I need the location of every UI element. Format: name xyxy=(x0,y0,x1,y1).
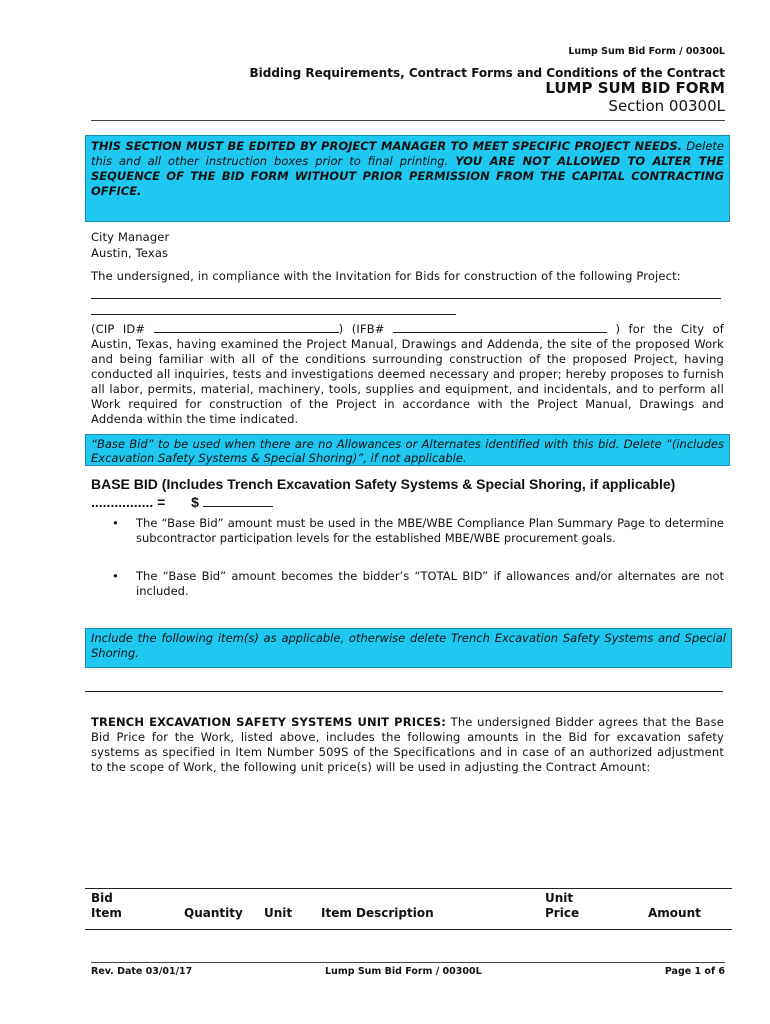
base-bid-note-2: The “Base Bid” amount becomes the bidder’s “TOTAL BID” if allowances and/or alternates are not included. xyxy=(136,569,724,598)
cip-id-blank[interactable] xyxy=(154,321,339,333)
trench-body: The undersigned Bidder agrees that the Base Bid Price for the Work, listed above, includes the following amounts in the Bid for excavation safety systems as specified in Item Number 509S of the Specifications and in case of an authorized adjustment to the scope of Work, the following unit price(s) will be used in adjusting the Contract Amount: xyxy=(91,715,724,774)
table-top-rule xyxy=(85,888,732,889)
instruction-box-trench: Include the following item(s) as applicable, otherwise delete Trench Excavation Safety Systems and Special Shoring. xyxy=(85,628,732,668)
project-name-blank-1[interactable] xyxy=(91,298,721,299)
instruction-box-base-bid: “Base Bid” to be used when there are no Allowances or Alternates identified with this bid. Delete “(includes Excavation Safety Systems & Special Shoring)”, if not applicable. xyxy=(85,434,730,466)
footer-revision-date: Rev. Date 03/01/17 xyxy=(91,966,193,977)
header-rule xyxy=(91,120,725,121)
document-subtitle: Bidding Requirements, Contract Forms and Conditions of the Contract xyxy=(249,66,725,80)
base-bid-amount-blank[interactable] xyxy=(203,494,273,507)
cip-prefix: (CIP ID# xyxy=(91,322,146,336)
instruction-bold-2: YOU ARE NOT ALLOWED TO ALTER THE SEQUENCE OF THE BID FORM WITHOUT PRIOR PERMISSION FROM THE CAPITAL CONTRACTING OFFICE. xyxy=(91,154,725,198)
col-amount: Amount xyxy=(648,906,701,920)
trench-paragraph xyxy=(91,715,724,775)
table-header-rule xyxy=(85,929,732,930)
col-unit-price-line2: Price xyxy=(545,906,580,920)
page-title: LUMP SUM BID FORM xyxy=(545,79,725,97)
col-unit: Unit xyxy=(264,906,293,920)
col-quantity: Quantity xyxy=(184,906,243,920)
form-id-header: Lump Sum Bid Form / 00300L xyxy=(568,46,725,57)
instruction-bold-1: THIS SECTION MUST BE EDITED BY PROJECT MANAGER TO MEET SPECIFIC PROJECT NEEDS. xyxy=(91,139,683,153)
col-bid-item-line1: Bid xyxy=(91,891,113,905)
section-number: Section 00300L xyxy=(608,97,725,115)
trench-heading: TRENCH EXCAVATION SAFETY SYSTEMS UNIT PRICES: xyxy=(91,715,446,729)
col-unit-price-line1: Unit xyxy=(545,891,574,905)
base-bid-heading xyxy=(91,475,711,511)
addressee-line-2: Austin, Texas xyxy=(91,246,169,260)
intro-paragraph: The undersigned, in compliance with the Invitation for Bids for construction of the following Project: xyxy=(91,269,681,283)
section-divider xyxy=(85,691,723,692)
footer-page-number: Page 1 of 6 xyxy=(664,966,725,977)
ifb-prefix: ) (IFB# xyxy=(338,322,385,336)
instruction-normal: Delete this and all other instruction boxes prior to final printing. xyxy=(91,139,724,168)
col-item-description: Item Description xyxy=(321,906,434,920)
footer-rule xyxy=(91,962,725,963)
cip-paragraph xyxy=(91,321,724,427)
bullet-1-glyph: • xyxy=(112,516,119,530)
project-name-blank-2[interactable] xyxy=(91,314,456,315)
base-bid-dollar: $ xyxy=(191,494,199,510)
cip-body: ) for the City of Austin, Texas, having examined the Project Manual, Drawings and Addenda, the site of the proposed Work and being familiar with all of the conditions surrounding construction of the proposed Project, having conducted all inquiries, tests and investigations deemed necessary and proper; hereby proposes to furnish all labor, permits, material, machinery, tools, supplies and equipment, and incidentals, and to perform all Work required for construction of the Project in accordance with the Project Manual, Drawings and Addenda within the time indicated. xyxy=(91,322,724,426)
base-bid-label: BASE BID (Includes Trench Excavation Safety Systems & Special Shoring, if applicable) ................ = xyxy=(91,476,676,510)
ifb-number-blank[interactable] xyxy=(393,321,607,333)
footer-form-id: Lump Sum Bid Form / 00300L xyxy=(325,966,482,977)
addressee-line-1: City Manager xyxy=(91,230,170,244)
instruction-box-editing xyxy=(85,135,730,222)
base-bid-note-1: The “Base Bid” amount must be used in the MBE/WBE Compliance Plan Summary Page to determine subcontractor participation levels for the established MBE/WBE procurement goals. xyxy=(136,516,724,545)
col-bid-item-line2: Item xyxy=(91,906,122,920)
bullet-2-glyph: • xyxy=(112,569,119,583)
